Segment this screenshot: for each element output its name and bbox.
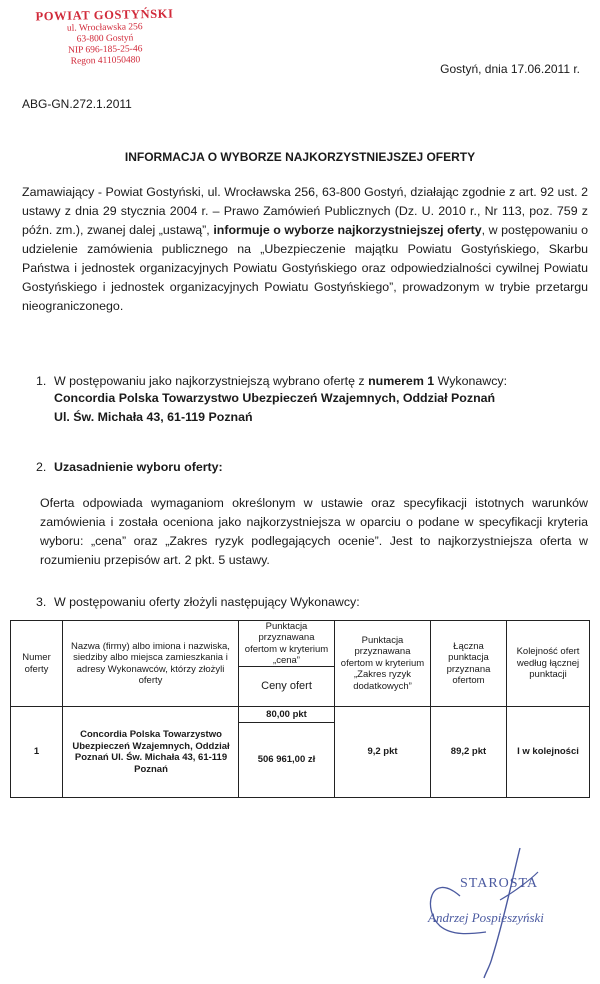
winner-address: Ul. Św. Michała 43, 61-119 Poznań [54,410,253,424]
item-3-text: W postępowaniu oferty złożyli następujący Wykonawcy: [54,595,360,609]
date-line: Gostyń, dnia 17.06.2011 r. [440,62,580,76]
letterhead-stamp [29,6,180,68]
signature-block [400,840,600,980]
header-rank: Kolejność ofert według łącznej punktacji [516,646,580,681]
letterhead-postal: 63-800 Gostyń [76,33,134,45]
header-number: Numer oferty [22,652,51,675]
header-total: Łączna punktacja przyznana ofertom [446,640,491,686]
table-border-bottom [10,797,590,798]
signature-title: STAROSTA [460,876,539,891]
row-rank: I w kolejności [517,746,579,758]
header-price-points: Punktacja przyznawana ofertom w kryterium „cena” [244,620,329,666]
table-border-right [589,620,590,798]
item-1-text [54,372,507,391]
intro-paragraph [22,183,588,316]
row-price: 506 961,00 zł [257,754,316,766]
col-line-1 [62,620,63,798]
reference-number: ABG-GN.272.1.2011 [22,97,132,111]
row-contractor: Concordia Polska Towarzystwo Ubezpieczeń Wzajemnych, Oddział Poznań Ul. Św. Michała 43, 61-119 Poznań [72,729,230,775]
item-3-number: 3. [36,595,47,609]
item-2-heading: Uzasadnienie wyboru oferty: [54,460,223,474]
winner-name: Concordia Polska Towarzystwo Ubezpieczeń Wzajemnych, Oddział Poznań [54,391,496,405]
letterhead-nip: NIP 696-185-25-46 [67,44,143,56]
header-price: Ceny ofert [261,679,312,692]
item-2-number: 2. [36,460,47,474]
letterhead-name: POWIAT GOSTYŃSKI [35,6,174,24]
row-number: 1 [33,746,40,758]
signature-name: Andrzej Pospieszyński [428,910,544,925]
document-title: INFORMACJA O WYBORZE NAJKORZYSTNIEJSZEJ OFERTY [124,150,476,164]
intro-part1: Zamawiający - Powiat Gostyński, ul. Wrocławska 256, 63-800 Gostyń, działając zgodnie z art. 92 ust. 2 ustawy z dnia 29 stycznia 2004 r. – Prawo Zamówień Publicznych (Dz. U. 2010 r., Nr 113, poz. 759 z późn. zm.), zwanej dalej „ustawą”, [22,185,588,237]
intro-bold: informuje o wyborze najkorzystniejszej oferty [213,223,482,237]
row-price-points: 80,00 pkt [266,708,307,720]
item-1-number: 1. [36,374,47,388]
justification-paragraph: Oferta odpowiada wymaganiom określonym w ustawie oraz specyfikacji istotnych warunków zamówienia i została oceniona jako najkorzystniejsza w oparciu o podane w specyfikacji kryteria wyboru: „cena” oraz „Zakres ryzyk podlegających ocenie”. Jest to najkorzystniejsza oferta w rozumieniu przepisów art. 2 pkt. 5 ustawy. [40,496,588,567]
offers-table [10,620,590,798]
header-risk-points: Punktacja przyznawana ofertom w kryterium „Zakres ryzyk dodatkowych” [340,634,425,692]
letterhead-regon: Regon 411050480 [70,55,141,67]
item-1-text-a: W postępowaniu jako najkorzystniejszą wybrano ofertę z [54,374,369,388]
letterhead-address: ul. Wrocławska 256 [66,22,143,34]
header-contractor: Nazwa (firmy) albo imiona i nazwiska, siedziby albo miejsca zamieszkania i adresy Wykonawców, którzy złożyli oferty [71,640,230,686]
intro-part2: , w postępowaniu o udzielenie zamówienia publicznego na „Ubezpieczenie majątku Powiatu Gostyńskiego, Skarbu Państwa i jednostek organizacyjnych Powiatu Gostyńskiego oraz odpowiedzialności cywilnej Powiatu Gostyńskiego i jednostek organizacyjnych Powiatu Gostyńskiego”, prowadzonym w trybie przetargu nieograniczonego. [22,223,588,313]
item-1-text-b: Wykonawcy: [434,374,508,388]
row-risk-points: 9,2 pkt [367,746,398,758]
item-1-text-bold: numerem 1 [368,374,435,388]
row-total: 89,2 pkt [450,746,487,758]
